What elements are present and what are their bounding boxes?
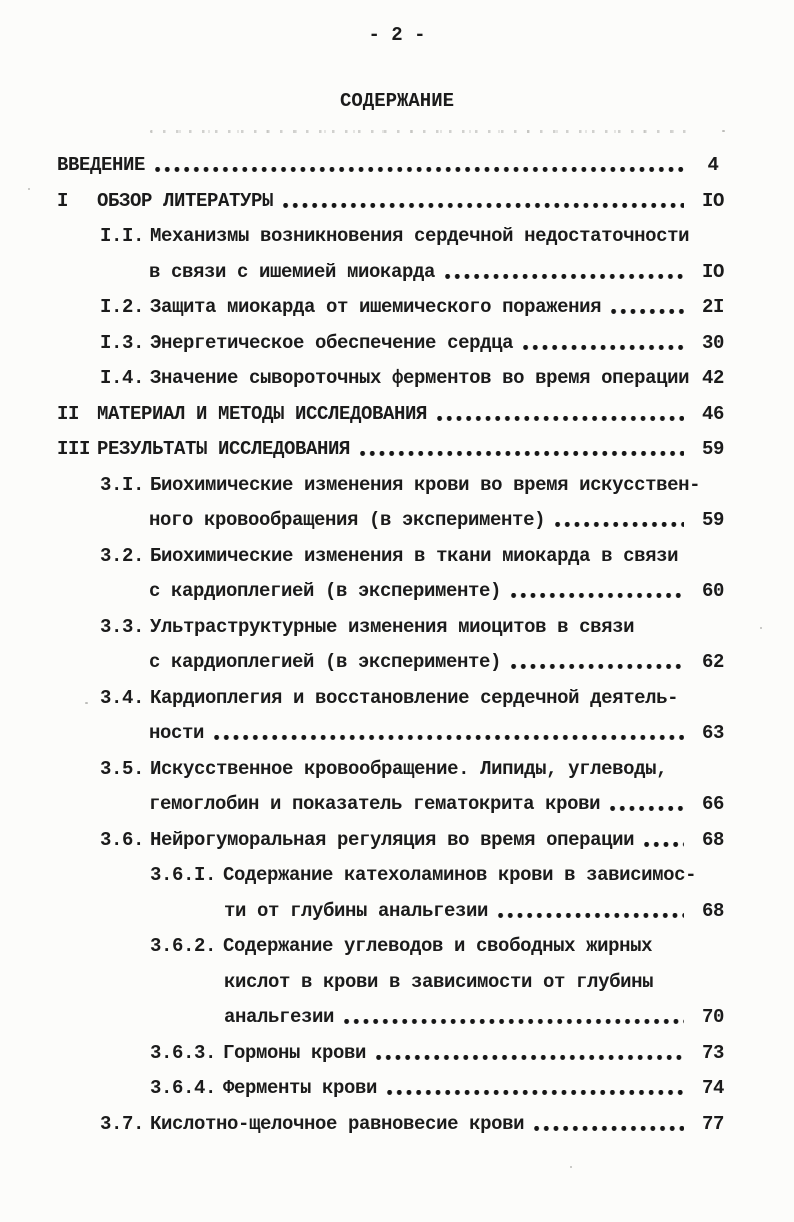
entry-page-number: 74	[701, 1077, 724, 1099]
entry-text: ти от глубины анальгезии	[224, 899, 489, 922]
table-of-contents	[0, 148, 794, 1142]
page-number: - 2 -	[368, 24, 426, 46]
entry-number: II	[57, 402, 80, 425]
dot-leader	[511, 574, 684, 610]
entry-number: 3.2.	[100, 544, 145, 567]
entry-number: I	[57, 189, 69, 212]
entry-page-number: 4	[707, 154, 719, 176]
scan-speck	[570, 1166, 572, 1168]
entry-text: ОБЗОР ЛИТЕРАТУРЫ	[97, 189, 274, 212]
dot-leader	[376, 1036, 684, 1072]
entry-number: 3.5.	[100, 757, 145, 780]
toc-row	[0, 645, 794, 681]
toc-row	[0, 361, 794, 397]
toc-row	[0, 752, 794, 788]
toc-row	[0, 1107, 794, 1143]
entry-number: I.4.	[100, 367, 145, 389]
dot-leader	[511, 645, 684, 681]
dot-leader	[437, 397, 684, 433]
dot-leader	[644, 823, 684, 859]
dot-leader	[610, 787, 684, 823]
entry-number: I.3.	[100, 331, 145, 354]
entry-text: ного кровообращения (в эксперименте)	[149, 509, 546, 531]
dot-leader	[155, 148, 684, 184]
entry-text: анальгезии	[224, 1006, 335, 1028]
entry-number: 3.4.	[100, 686, 145, 709]
entry-number: 3.6.3.	[150, 1041, 217, 1064]
entry-text: в связи с ишемией миокарда	[149, 260, 436, 283]
toc-row	[0, 148, 794, 184]
dot-leader	[555, 503, 684, 539]
entry-page-number: 68	[701, 828, 724, 851]
toc-row	[0, 468, 794, 504]
entry-number: 3.6.4.	[150, 1077, 217, 1099]
dot-leader	[283, 184, 684, 220]
entry-page-number: IO	[701, 260, 724, 283]
dot-leader	[534, 1107, 684, 1143]
entry-text: Гормоны крови	[223, 1041, 367, 1064]
toc-row	[0, 1071, 794, 1107]
entry-page-number: 59	[701, 438, 724, 460]
scan-speck	[28, 188, 30, 190]
entry-text: Механизмы возникновения сердечной недостаточности	[150, 225, 690, 247]
entry-page-number: 30	[701, 331, 724, 354]
entry-page-number: 59	[701, 509, 724, 531]
toc-row	[0, 219, 794, 255]
entry-text: Биохимические изменения крови во время искусствен-	[150, 473, 701, 496]
entry-page-number: IO	[701, 189, 724, 212]
dot-leader	[611, 290, 684, 326]
entry-number: 3.6.I.	[150, 864, 217, 886]
toc-row	[0, 184, 794, 220]
toc-row	[0, 929, 794, 965]
toc-row	[0, 610, 794, 646]
toc-row	[0, 1036, 794, 1072]
entry-text: Ультраструктурные изменения миоцитов в связи	[150, 615, 635, 638]
dot-leader	[360, 432, 684, 468]
entry-text: Значение сывороточных ферментов во время операции	[150, 367, 690, 389]
dot-leader	[344, 1000, 684, 1036]
entry-text: Энергетическое обеспечение сердца	[150, 331, 514, 354]
scan-speck	[760, 627, 762, 629]
toc-row	[0, 787, 794, 823]
entry-text: Ферменты крови	[223, 1077, 378, 1099]
entry-page-number: 2I	[701, 296, 724, 318]
entry-text: Защита миокарда от ишемического поражения	[150, 296, 602, 318]
entry-text: с кардиоплегией (в эксперименте)	[149, 580, 502, 602]
entry-number: III	[57, 438, 91, 460]
scan-speck	[470, 915, 472, 917]
entry-text: Содержание катехоламинов крови в зависимос-	[223, 864, 697, 886]
entry-text: Кислотно-щелочное равновесие крови	[150, 1112, 525, 1135]
entry-page-number: 42	[701, 367, 724, 389]
entry-page-number: 68	[701, 899, 724, 922]
entry-text: Биохимические изменения в ткани миокарда в связи	[150, 544, 679, 567]
toc-row	[0, 1000, 794, 1036]
spacer	[689, 361, 696, 397]
entry-page-number: 46	[701, 402, 724, 425]
toc-row	[0, 539, 794, 575]
toc-row	[0, 326, 794, 362]
entry-text: Кардиоплегия и восстановление сердечной деятель-	[150, 686, 679, 709]
dot-leader	[523, 326, 684, 362]
entry-page-number: 60	[701, 580, 724, 602]
toc-row	[0, 574, 794, 610]
dot-leader	[387, 1071, 684, 1107]
entry-page-number: 77	[701, 1112, 724, 1135]
dot-leader	[445, 255, 684, 291]
toc-row	[0, 432, 794, 468]
entry-text: Нейрогуморальная регуляция во время операции	[150, 828, 635, 851]
toc-row	[0, 290, 794, 326]
toc-row	[0, 894, 794, 930]
entry-number: 3.3.	[100, 615, 145, 638]
entry-text: РЕЗУЛЬТАТЫ ИССЛЕДОВАНИЯ	[97, 438, 351, 460]
entry-page-number: 66	[701, 793, 724, 815]
toc-row	[0, 858, 794, 894]
entry-number: I.2.	[100, 296, 145, 318]
dot-leader	[214, 716, 684, 752]
entry-number: 3.6.	[100, 828, 145, 851]
toc-row	[0, 823, 794, 859]
entry-text: гемоглобин и показатель гематокрита крови	[149, 793, 601, 815]
toc-row	[0, 716, 794, 752]
entry-page-number: 62	[701, 651, 724, 673]
entry-text: ВВЕДЕНИЕ	[57, 154, 146, 176]
toc-row	[0, 397, 794, 433]
entry-number: 3.6.2.	[150, 935, 217, 957]
entry-page-number: 73	[701, 1041, 724, 1064]
toc-row	[0, 503, 794, 539]
entry-text: ности	[149, 722, 205, 744]
toc-row	[0, 965, 794, 1001]
dot-leader	[498, 894, 684, 930]
toc-row	[0, 255, 794, 291]
toc-row	[0, 681, 794, 717]
entry-text: Содержание углеводов и свободных жирных	[223, 935, 653, 957]
scan-speck	[722, 130, 725, 132]
entry-number: 3.I.	[100, 473, 145, 496]
entry-page-number: 70	[701, 1006, 724, 1028]
page-title: СОДЕРЖАНИЕ	[339, 90, 455, 112]
entry-number: I.I.	[100, 225, 145, 247]
entry-text: Искусственное кровообращение. Липиды, углеводы,	[150, 757, 668, 780]
entry-number: 3.7.	[100, 1112, 145, 1135]
scan-speck	[85, 702, 88, 704]
entry-text: МАТЕРИАЛ И МЕТОДЫ ИССЛЕДОВАНИЯ	[97, 402, 428, 425]
entry-text: с кардиоплегией (в эксперименте)	[149, 651, 502, 673]
entry-page-number: 63	[701, 722, 724, 744]
scan-artifact-line	[150, 130, 690, 133]
entry-text: кислот в крови в зависимости от глубины	[224, 970, 654, 993]
